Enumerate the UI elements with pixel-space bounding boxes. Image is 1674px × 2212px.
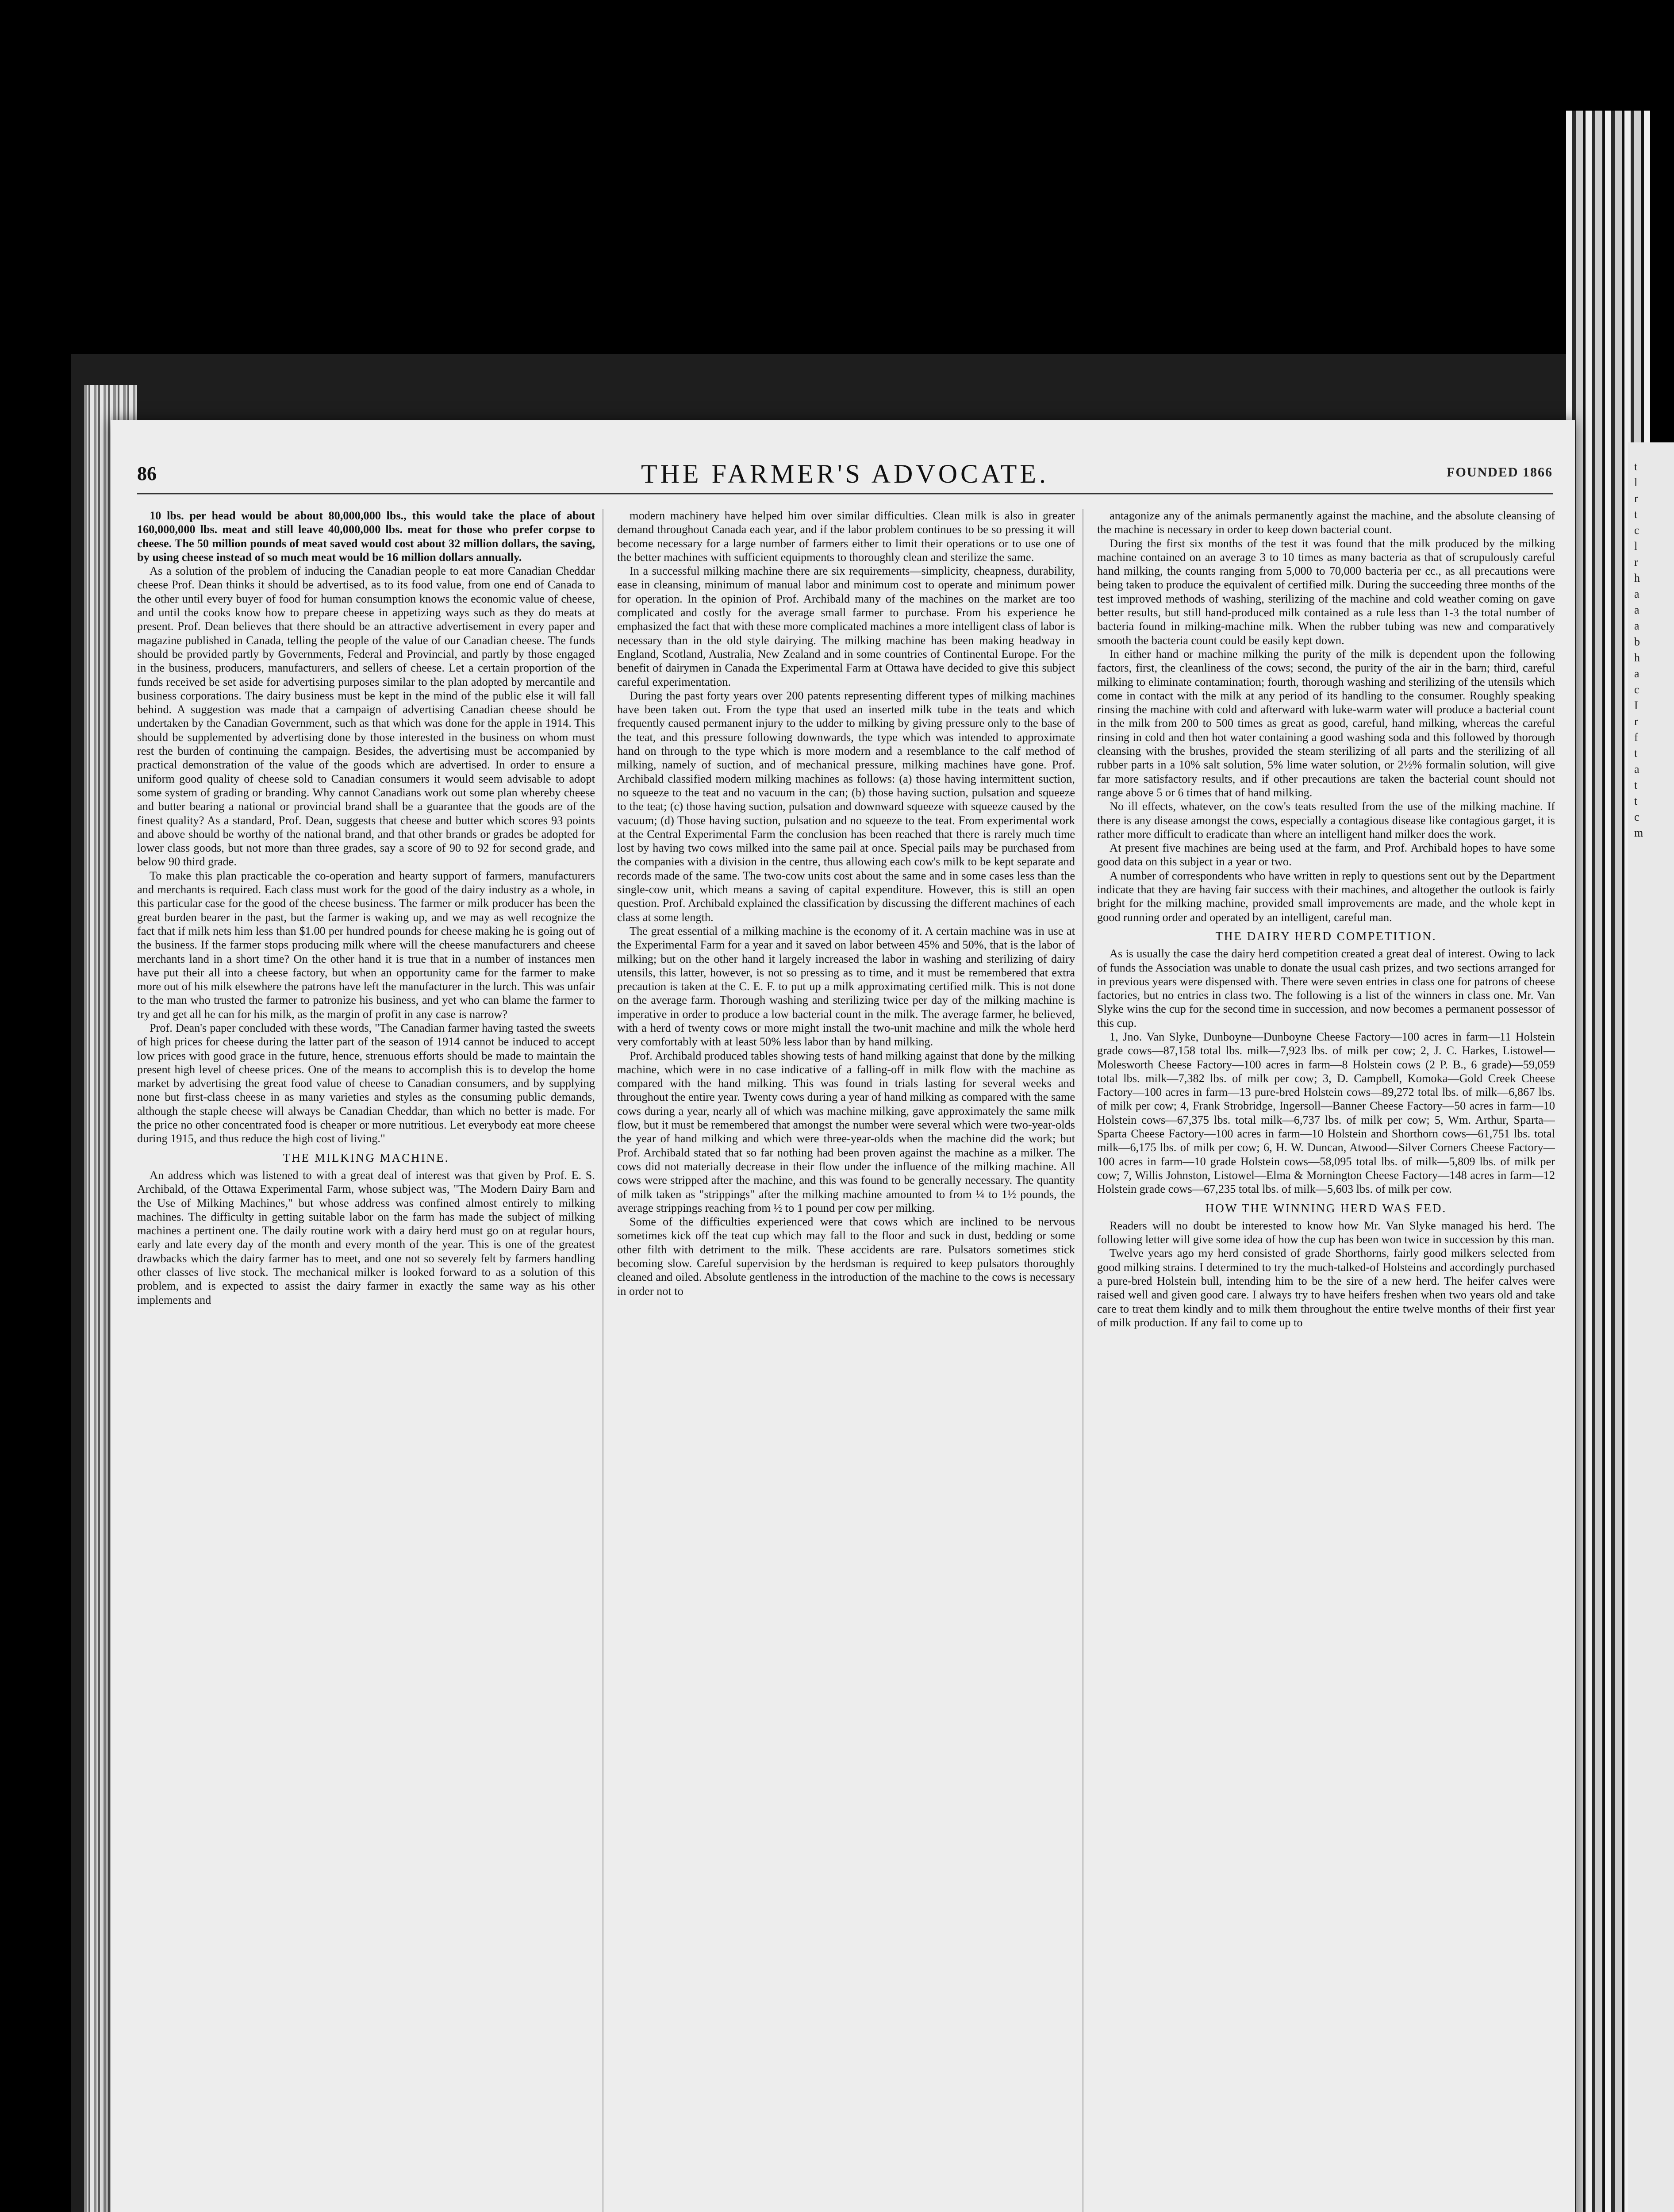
next-page-margin (1628, 442, 1674, 2212)
masthead-title: THE FARMER'S ADVOCATE. (641, 459, 1049, 488)
article-paragraph: In a successful milking machine there are six requirements—simplicity, cheapness, durability, ease in cleansing, minimum of manual labor and minimum cost to operate and minimum power for operation. In the opinion of Prof. Archibald many of the machines on the market are too complicated and costly for the average small farmer to purchase. From his experience he emphasized the fact that with these more complicated machines a more intelligent class of labor is necessary than in the old style dairying. The milking machine has been making headway in England, Scotland, Australia, New Zealand and in some countries of Continental Europe. For the benefit of dairymen in Canada the Experimental Farm at Ottawa have decided to give this subject careful experimentation. (617, 565, 1075, 688)
article-paragraph: Prof. Dean's paper concluded with these words, "The Canadian farmer having tasted the sweets of high prices for cheese during the latter part of the season of 1914 cannot be induced to accept low prices with good grace in the future, hence, strenuous efforts should be made to maintain the present high level of cheese prices. One of the means to accomplish this is to develop the home market by advertising the great food value of cheese to Canadian consumers, and by supplying none but first-class cheese in as many varieties and styles as the consuming public demands, although the staple cheese will always be Canadian Cheddar, than which no better is made. For the price no other concentrated food is cheaper or more nutritious. Let everybody eat more cheese during 1915, and thus reduce the high cost of living." (137, 1021, 595, 1145)
article-column-2 (617, 509, 1075, 2212)
article-paragraph: 10 lbs. per head would be about 80,000,000 lbs., this would take the place of about 160,000,000 lbs. meat and still leave 40,000,000 lbs. meat for those who prefer corpse to cheese. The 50 million pounds of meat saved would cost about 32 million dollars, the saving, by using cheese instead of so much meat would be 16 million dollars annually. (137, 509, 595, 564)
margin-character: l (1634, 476, 1638, 489)
margin-character: h (1634, 651, 1640, 664)
margin-character: b (1634, 635, 1640, 648)
article-paragraph: As a solution of the problem of inducing the Canadian people to eat more Canadian Cheddar cheese Prof. Dean thinks it should be advertised, as to its food value, from one end of Canada to the other until every buyer of food for human consumption knows the economic value of cheese, and until the cooks know how to prepare cheese in appetizing ways such as they do meats at present. Prof. Dean believes that there should be an attractive advertisement in every paper and magazine published in Canada, telling the people of the value of our Canadian cheese. The funds should be provided partly by Governments, Federal and Provincial, and partly by those engaged in the business, producers, manufacturers, and sellers of cheese. Let a certain proportion of the funds received be set aside for advertising purposes similar to the plan adopted by mercantile and business corporations. The dairy business must be kept in the mind of the public else it will fall behind. A suggestion was made that a campaign of advertising Canadian cheese should be undertaken by the Canadian Government, such as that which was done for the apple in 1914. This should be supplemented by advertising done by those interested in the business on whom must rest the burden of continuing the campaign. Besides, the advertising must be accompanied by practical demonstration of the value of the goods which are advertised. In order to ensure a uniform good quality of cheese sold to Canadian consumers it would seem advisable to adopt some system of grading or branding. Why cannot Canadians work out some plan whereby cheese and butter bearing a national or provincial brand shall be a guarantee that the goods are of the finest quality? As a standard, Prof. Dean, suggests that cheese and butter which scores 93 points and above should be worthy of the national brand, and that other brands or grades be adopted for lower class goods, but not more than three grades, say a score of 90 to 92 for second grade, and below 90 third grade. (137, 565, 595, 868)
page-header (137, 459, 1553, 495)
margin-character: t (1634, 779, 1638, 791)
margin-character: a (1634, 763, 1639, 776)
margin-character: h (1634, 572, 1640, 584)
margin-character: l (1634, 540, 1638, 553)
margin-character: t (1634, 747, 1638, 760)
margin-character: c (1634, 524, 1639, 537)
margin-character: t (1634, 795, 1638, 807)
margin-character: c (1634, 683, 1639, 696)
scan-border-top (0, 0, 1674, 354)
article-paragraph: The great essential of a milking machine is the economy of it. A certain machine was in use at the Experimental Farm for a year and it saved on labor between 45% and 50%, that is the labor of milking; but on the other hand it largely increased the labor in washing and sterilizing of dairy utensils, this latter, however, is not so pressing as to time, and it must be remembered that extra precaution is taken at the C. E. F. to put up a milk approximating certified milk. This is not done on the average farm. Thorough washing and sterilizing twice per day of the milking machine is imperative in order to produce a low bacterial count in the milk. The average farmer, he believed, with a herd of twenty cows or more might install the two-unit machine and milk the whole herd very comfortably with at least 50% less labor than by hand milking. (617, 924, 1075, 1048)
page-number: 86 (137, 463, 157, 484)
article-paragraph: Some of the difficulties experienced were that cows which are inclined to be nervous sometimes kick off the teat cup which may fall to the floor and suck in dust, bedding or some other filth with detriment to the milk. These accidents are rare. Pulsators sometimes stick becoming slow. Careful supervision by the herdsman is required to keep pulsators thoroughly cleaned and oiled. Absolute gentleness in the introduction of the machine to the cows is necessary in order not to (617, 1215, 1075, 1298)
margin-character: m (1634, 826, 1643, 839)
newspaper-page (111, 420, 1575, 2212)
margin-character: a (1634, 619, 1639, 632)
article-paragraph: As is usually the case the dairy herd competition created a great deal of interest. Owing to lack of funds the Association was unable to donate the usual cash prizes, and two sections arranged for in previous years were dispensed with. There were seven entries in class one for patrons of cheese factories, but no entries in class two. The following is a list of the winners in class one. Mr. Van Slyke wins the cup for the second time in succession, and now becomes a permanent possessor of this cup. (1097, 947, 1555, 1029)
margin-character: r (1634, 492, 1638, 505)
article-paragraph: antagonize any of the animals permanently against the machine, and the absolute cleansing of the machine is necessary in order to keep down bacterial count. (1097, 509, 1555, 536)
article-column-3 (1097, 509, 1555, 2212)
article-paragraph: Twelve years ago my herd consisted of grade Shorthorns, fairly good milkers selected from good milking strains. I determined to try the much-talked-of Holsteins and accordingly purchased a pure-bred Holstein bull, intending him to be the sire of a new herd. The heifer calves were raised well and given good care. I always try to have heifers freshen when two years old and take care to treat them kindly and to milk them throughout the entire twelve months of their first year of milk production. If any fail to come up to (1097, 1247, 1555, 1329)
article-paragraph: At present five machines are being used at the farm, and Prof. Archibald hopes to have some good data on this subject in a year or two. (1097, 841, 1555, 868)
scan-border-left (0, 0, 71, 2212)
article-paragraph: No ill effects, whatever, on the cow's teats resulted from the use of the milking machine. If there is any disease amongst the cows, especially a contagious disease like contagious garget, it is rather more difficult to eradicate than where an intelligent hand milker does the work. (1097, 800, 1555, 841)
article-paragraph: During the first six months of the test it was found that the milk produced by the milking machine contained on an average 3 to 10 times as many bacteria as that of scrupulously careful hand milking, the counts ranging from 5,000 to 70,000 bacteria per cc., as all precautions were being taken to produce the equivalent of certified milk. During the succeeding three months of the test improved methods of washing, sterilizing of the machine and cold weather coming on gave better results, but still hand-produced milk contained as a rule less than 1-3 the total number of bacteria found in milking-machine milk. When the rubber tubing was new and comparatively smooth the bacteria count could be easily kept down. (1097, 537, 1555, 647)
article-paragraph: modern machinery have helped him over similar difficulties. Clean milk is also in greater demand throughout Canada each year, and if the labor problem continues to be so pressing it will become necessary for a large number of farmers either to limit their operations or to use one of the better machines with sufficient equipments to thoroughly clean and sterilize the same. (617, 509, 1075, 564)
margin-character: a (1634, 588, 1639, 600)
founded-year: FOUNDED 1866 (1447, 465, 1553, 480)
margin-character: t (1634, 460, 1638, 473)
margin-character: r (1634, 556, 1638, 568)
section-heading: THE MILKING MACHINE. (283, 1151, 449, 1164)
article-paragraph: During the past forty years over 200 patents representing different types of milking machines have been taken out. From the type that used an inserted milk tube in the teats and which frequently caused permanent injury to the udder to milking by giving pressure only to the base of the teat, and this pressure following downwards, the type which was intended to approximate hand on through to the type which is more modern and a resemblance to the calf method of milking, namely of suction, and of mechanical pressure, milking machines have gone. Prof. Archibald classified modern milking machines as follows: (a) those having intermittent suction, no squeeze to the teat and no vacuum in the can; (b) those having suction, pulsation and squeeze to the teat; (c) those having suction, pulsation and downward squeeze with squeeze caused by the vacuum; (d) Those having suction, pulsation and no squeeze to the teat. From experimental work at the Central Experimental Farm the conclusion has been reached that there is rarely much time lost by having two cows milked into the same pail at once. Special pails may be purchased from the companies with a division in the centre, thus allowing each cow's milk to be kept separate and records made of the same. The two-cow units cost about the same and in some cases less than the single-cow unit, which means a saving of capital expenditure. However, this is still an open question. Prof. Archibald explained the classification by discussing the different machines of each class at some length. (617, 689, 1075, 924)
article-paragraph: Readers will no doubt be interested to know how Mr. Van Slyke managed his herd. The following letter will give some idea of how the cup has been won twice in succession by this man. (1097, 1219, 1555, 1246)
margin-character: I (1634, 699, 1638, 712)
margin-character: t (1634, 508, 1638, 521)
article-paragraph: In either hand or machine milking the purity of the milk is dependent upon the following factors, first, the cleanliness of the cows; second, the purity of the air in the barn; third, careful milking to eliminate contamination; fourth, thorough washing and sterilizing of the utensils which come in contact with the milk at any period of its handling to the consumer. Roughly speaking rinsing the machine with cold and afterward with luke-warm water will produce a bacterial count in the milk from 200 to 500 times as great as good, careful, hand milking, whereas the careful rinsing in cold and then hot water containing a good washing soda and this followed by thorough cleansing with the brushes, provided the steam sterilizing of all parts and the sterilizing of all rubber parts in a 10% salt solution, 5% lime water solution, or 2½% formalin solution, will give far more satisfactory results, and if other precautions are taken the bacterial count should not range above 5 or 6 times that of hand milking. (1097, 647, 1555, 799)
margin-character: f (1634, 731, 1638, 744)
article-paragraph: Prof. Archibald produced tables showing tests of hand milking against that done by the milking machine, which were in no case indicative of a falling-off in milk flow with the machine as compared with the hand milking. This was found in trials lasting for several weeks and throughout the entire year. Twenty cows during a year of hand milking as compared with the same cows during a year, nearly all of which was machine milking, gave approximately the same milk flow, but it must be remembered that amongst the number were several which were two-year-olds the year of hand milking and which were three-year-olds when the machine did the work; but Prof. Archibald stated that so far nothing had been proven against the machine as a milker. The cows did not materially decrease in their flow under the influence of the milking machine. All cows were stripped after the machine, and this was found to be generally necessary. The quantity of milk taken as "strippings" after the milking machine amounted to from ¼ to 1½ pounds, the average strippings reaching from ½ to 1 pound per cow per milking. (617, 1049, 1075, 1214)
margin-character: r (1634, 715, 1638, 728)
section-heading: THE DAIRY HERD COMPETITION. (1215, 929, 1437, 943)
margin-character: c (1634, 810, 1639, 823)
section-heading: HOW THE WINNING HERD WAS FED. (1205, 1201, 1447, 1215)
article-paragraph: 1, Jno. Van Slyke, Dunboyne—Dunboyne Cheese Factory—100 acres in farm—11 Holstein grade cows—87,158 total lbs. milk—7,923 lbs. of milk per cow; 2, J. C. Harkes, Listowel—Molesworth Cheese Factory—100 acres in farm—8 Holstein cows (2 P. B., 6 grade)—59,059 total lbs. milk—7,382 lbs. of milk per cow; 3, D. Campbell, Komoka—Gold Creek Cheese Factory—100 acres in farm—13 pure-bred Holstein cows—89,272 total lbs. of milk—6,867 lbs. of milk per cow; 4, Frank Strobridge, Ingersoll—Banner Cheese Factory—50 acres in farm—10 Holstein cows—67,375 lbs. total milk—6,737 lbs. of milk per cow; 5, Wm. Arthur, Sparta—Sparta Cheese Factory—100 acres in farm—10 Holstein and Shorthorn cows—61,751 lbs. total milk—6,175 lbs. of milk per cow; 6, H. W. Duncan, Atwood—Silver Corners Cheese Factory—100 acres in farm—10 grade Holstein cows—58,095 total lbs. of milk—5,809 lbs. of milk per cow; 7, Willis Johnston, Listowel—Elma & Mornington Cheese Factory—148 acres in farm—12 Holstein grade cows—67,235 total lbs. of milk—5,603 lbs. of milk per cow. (1097, 1030, 1555, 1196)
margin-character: a (1634, 667, 1639, 680)
article-paragraph: An address which was listened to with a great deal of interest was that given by Prof. E. S. Archibald, of the Ottawa Experimental Farm, whose subject was, "The Modern Dairy Barn and the Use of Milking Machines," but whose address was confined almost entirely to milking machines. The difficulty in getting suitable labor on the farm has made the subject of milking machines a pertinent one. The daily routine work with a dairy herd must go on at regular hours, early and late every day of the month and every month of the year. This is one of the greatest drawbacks which the dairy farmer has to meet, and one not so severely felt by farmers handling other classes of live stock. The mechanical milker is looked forward to as a solution of this problem, and is expected to assist the dairy farmer in exactly the same way as his other implements and (137, 1168, 595, 1306)
margin-character: a (1634, 603, 1639, 616)
article-paragraph: A number of correspondents who have written in reply to questions sent out by the Department indicate that they are having fair success with their machines, and altogether the outlook is fairly bright for the milking machine, provided small improvements are made, and the whole kept in good running order and operated by an intelligent, careful man. (1097, 869, 1555, 924)
article-column-1 (137, 509, 595, 2212)
article-paragraph: To make this plan practicable the co-operation and hearty support of farmers, manufacturers and merchants is required. Each class must work for the good of the dairy industry as a whole, in this particular case for the good of the cheese business. The farmer or milk producer has been the great burden bearer in the past, but the farmer is waking up, and we may as well recognize the fact that if milk nets him less than $1.00 per hundred pounds for cheese making he is going out of the business. If the farmer stops producing milk where will the cheese manufacturers and cheese merchants land in a short time? On the other hand it is true that in a number of instances men have put their all into a cheese factory, but when an opportunity came for the farmer to make more out of his milk elsewhere the patrons have left the manufacturer in the lurch. This was unfair to the man who trusted the farmer to patronize his business, and yet who can blame the farmer to try and get all he can for his milk, as the margin of profit in any case is narrow? (137, 869, 595, 1021)
